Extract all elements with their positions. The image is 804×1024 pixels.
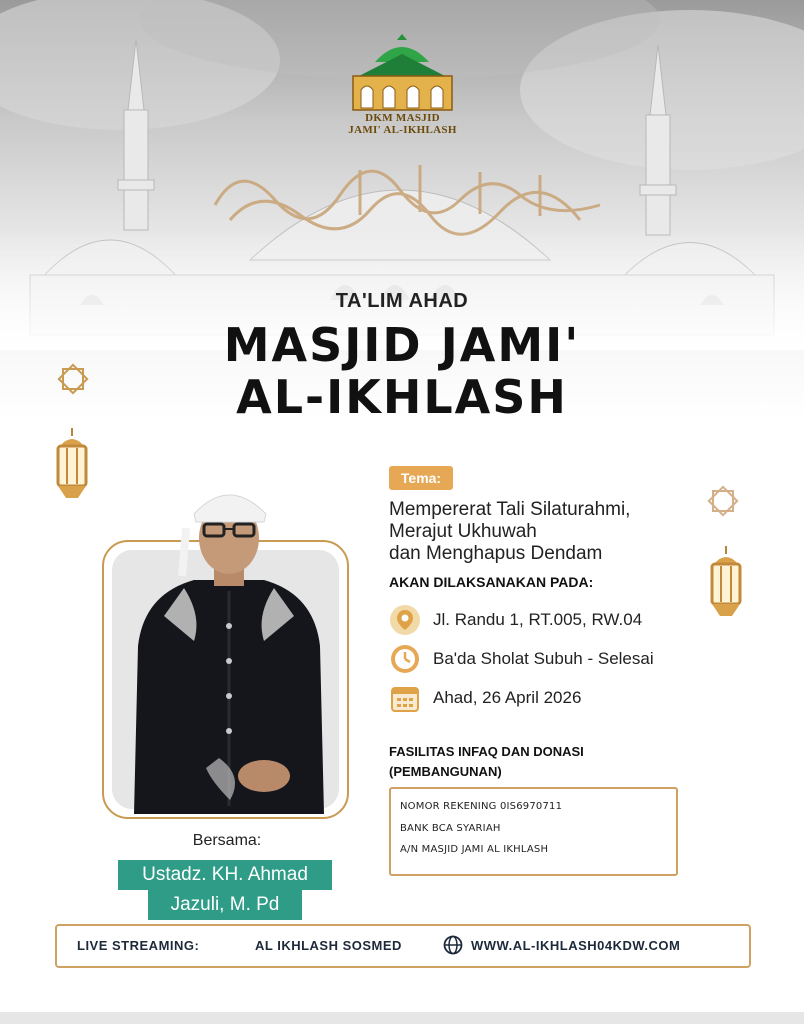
date-text: Ahad, 26 April 2026	[433, 688, 582, 707]
live-streaming-bar	[55, 924, 751, 968]
time-text: Ba'da Sholat Subuh - Selesai	[433, 649, 654, 668]
social-media-label[interactable]: AL IKHLASH SOSMED	[255, 938, 402, 953]
event-subtitle: TA'LIM AHAD	[335, 290, 469, 312]
title-line-1: MASJID JAMI'	[223, 318, 581, 372]
account-holder: A/N MASJID JAMI AL IKHLASH	[400, 844, 549, 855]
logo-line-1: DKM MASJID	[365, 112, 440, 124]
bottom-border	[0, 1012, 804, 1024]
clock-icon	[389, 643, 421, 675]
with-label: Bersama:	[192, 832, 262, 849]
speaker-portrait	[124, 476, 334, 816]
schedule-heading: AKAN DILAKSANAKAN PADA:	[389, 574, 594, 590]
speaker-name-line-2: Jazuli, M. Pd	[148, 890, 302, 920]
website-link[interactable]: WWW.AL-IKHLASH04KDW.COM	[471, 938, 681, 953]
live-streaming-label: LIVE STREAMING:	[77, 938, 200, 953]
donation-heading	[389, 742, 584, 782]
star-ornament-icon	[56, 362, 90, 396]
lantern-icon	[704, 546, 748, 626]
account-box	[389, 787, 678, 876]
location-text: Jl. Randu 1, RT.005, RW.04	[433, 610, 643, 629]
location-pin-icon	[389, 604, 421, 636]
theme-line-2: Merajut Ukhuwah	[389, 521, 537, 542]
globe-icon	[443, 935, 463, 955]
lantern-icon	[50, 428, 94, 508]
bank-name: BANK BCA SYARIAH	[400, 823, 501, 834]
star-ornament-icon	[706, 484, 740, 518]
title-line-2: AL-IKHLASH	[236, 370, 568, 424]
donation-heading-line-1: FASILITAS INFAQ DAN DONASI	[389, 744, 584, 759]
speaker-name-line-1: Ustadz. KH. Ahmad	[118, 860, 332, 890]
theme-line-1: Mempererat Tali Silaturahmi,	[389, 499, 631, 520]
logo-line-2: JAMI' AL-IKHLASH	[348, 124, 457, 136]
calendar-icon	[389, 682, 421, 714]
mosque-logo-icon	[345, 32, 460, 118]
mosque-logo	[345, 32, 460, 138]
theme-badge: Tema:	[389, 466, 453, 490]
account-number: NOMOR REKENING 0IS6970711	[400, 801, 563, 812]
theme-line-3: dan Menghapus Dendam	[389, 543, 603, 564]
donation-heading-line-2: (PEMBANGUNAN)	[389, 764, 502, 779]
